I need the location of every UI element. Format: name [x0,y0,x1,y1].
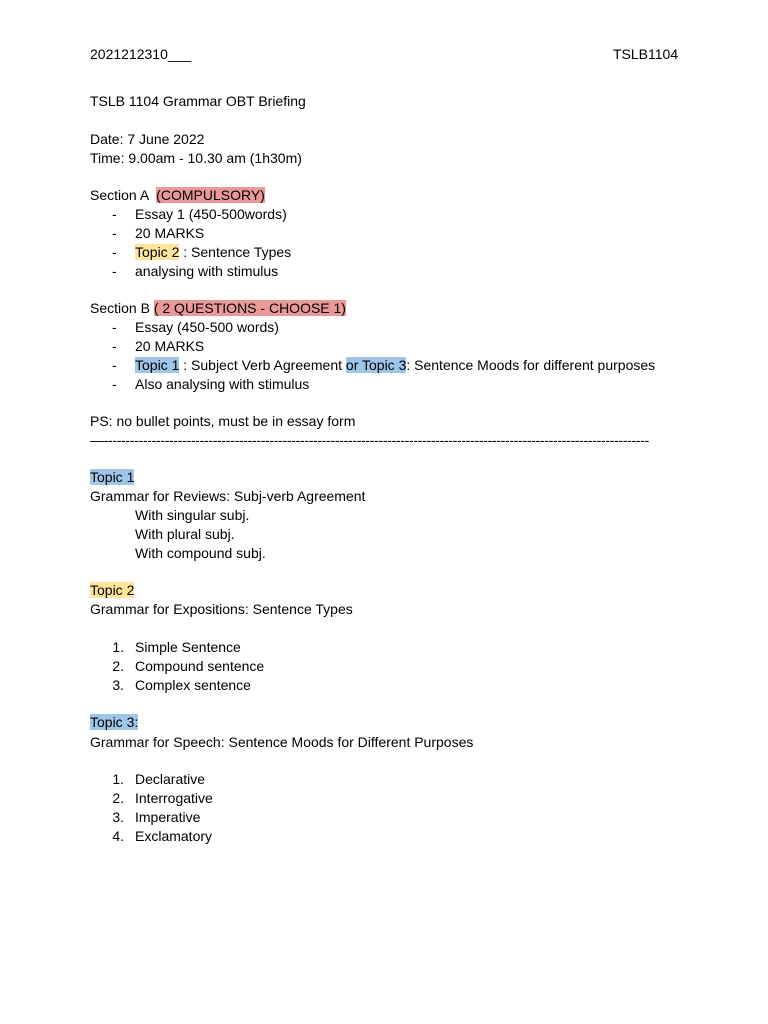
topic-3-ref-text: : Sentence Moods for different purposes [406,357,656,373]
section-b-bullet [135,356,655,374]
section-a-bullet: Essay 1 (450-500words) [135,206,287,222]
topic-3-label [90,713,138,731]
topic-2-ref-text: : Sentence Types [179,244,292,260]
section-a-bullet: 20 MARKS [135,225,205,241]
course-code: TSLB1104 [613,46,679,62]
section-a-bullet: analysing with stimulus [135,263,279,279]
time-line: Time: 9.00am - 10.30 am (1h30m) [90,150,302,166]
topic-1-label [90,468,134,486]
bullet-dash: - [112,225,117,241]
list-number: 1. [112,639,124,655]
list-number: 2. [112,658,124,674]
section-a-label: Section A [90,187,153,203]
bullet-dash: - [112,338,117,354]
list-number: 1. [112,771,124,787]
list-number: 3. [112,809,124,825]
topic-3-ref: or Topic 3 [345,357,407,373]
divider-line: —----------------------------------------------------------------------------------------------------------------------------- [90,432,649,448]
bullet-dash: - [112,206,117,222]
bullet-dash: - [112,319,117,335]
list-number: 2. [112,790,124,806]
bullet-dash: - [112,263,117,279]
bullet-dash: - [112,357,117,373]
topic-1-item: With compound subj. [135,545,266,561]
section-a-bullet [135,243,291,261]
section-b-bullet: Essay (450-500 words) [135,319,279,335]
section-b-label: Section B [90,300,154,316]
topic-1-item: With plural subj. [135,526,235,542]
date-line: Date: 7 June 2022 [90,131,205,147]
section-a-heading [90,186,265,204]
topic-2-ref: Topic 2 [135,244,180,260]
list-number: 3. [112,677,124,693]
topic-3-item: Exclamatory [135,828,213,844]
topic-2-label-text: Topic 2 [90,582,135,598]
topic-2-item: Compound sentence [135,658,265,674]
topic-1-item: With singular subj. [135,507,250,523]
topic-2-label [90,581,134,599]
section-b-bullet: Also analysing with stimulus [135,376,310,392]
ps-note: PS: no bullet points, must be in essay form [90,413,356,429]
topic-3-item: Imperative [135,809,201,825]
bullet-dash: - [112,244,117,260]
student-id: 2021212310___ [90,46,192,62]
section-b-bullet: 20 MARKS [135,338,205,354]
list-number: 4. [112,828,124,844]
topic-3-heading: Grammar for Speech: Sentence Moods for Different Purposes [90,734,474,750]
bullet-dash: - [112,376,117,392]
topic-1-label-text: Topic 1 [90,469,135,485]
topic-1-heading: Grammar for Reviews: Subj-verb Agreement [90,488,366,504]
topic-2-heading: Grammar for Expositions: Sentence Types [90,601,353,617]
document-title: TSLB 1104 Grammar OBT Briefing [90,93,306,109]
topic-3-item: Declarative [135,771,206,787]
topic-1-ref: Topic 1 [135,357,180,373]
topic-3-label-text: Topic 3: [90,714,139,730]
topic-3-item: Interrogative [135,790,213,806]
topic-1-ref-text: : Subject Verb Agreement [179,357,346,373]
topic-2-item: Simple Sentence [135,639,241,655]
section-b-tag: ( 2 QUESTIONS - CHOOSE 1) [153,300,346,316]
section-a-tag: (COMPULSORY) [156,187,265,203]
topic-2-item: Complex sentence [135,677,251,693]
section-b-heading [90,299,346,317]
